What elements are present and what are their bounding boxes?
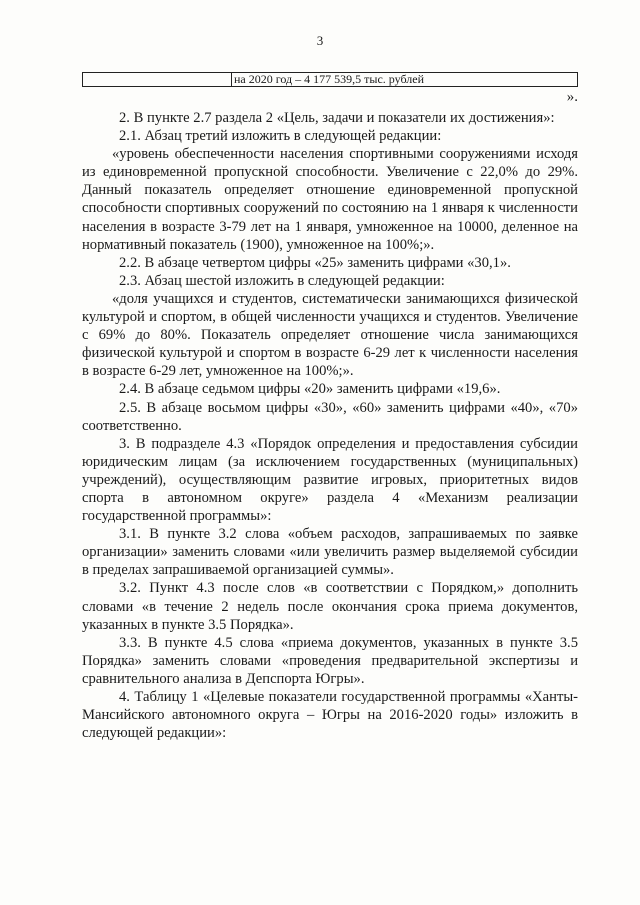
quote-paragraph-2: «доля учащихся и студентов, систематически занимающихся физической культурой и спортом, в общей численности учащихся и студентов. Увеличение с 69% до 80%. Показатель определяет отношение числа занимающихся физической культурой и спортом в возрасте 6-29 лет к численности населения в возрасте 6-29 лет, умноженное на 100%;».	[82, 290, 578, 380]
closing-quote: ».	[566, 89, 578, 105]
header-table-right-cell: на 2020 год – 4 177 539,5 тыс. рублей	[234, 73, 424, 86]
paragraph-2-2: 2.2. В абзаце четвертом цифры «25» заменить цифрами «30,1».	[119, 254, 511, 271]
header-table-left-cell	[83, 73, 232, 86]
paragraph-2-3: 2.3. Абзац шестой изложить в следующей редакции:	[119, 272, 445, 289]
paragraph-4: 4. Таблицу 1 «Целевые показатели государственной программы «Ханты-Мансийского автономного округа – Югры на 2016-2020 годы» изложить в следующей редакции»:	[82, 689, 578, 742]
paragraph-2: 2. В пункте 2.7 раздела 2 «Цель, задачи и показатели их достижения»:	[119, 110, 555, 126]
paragraph-3-1: 3.1. В пункте 3.2 слова «объем расходов, запрашиваемых по заявке организации» заменить словами «или увеличить размер выделяемой субсидии в пределах запрашиваемой организацией суммы».	[82, 526, 578, 579]
header-table-row	[82, 72, 578, 87]
paragraph-3-3: 3.3. В пункте 4.5 слова «приема документов, указанных в пункте 3.5 Порядка» заменить словами «проведения предварительной экспертизы и сравнительного анализа в Депспорта Югры».	[82, 634, 578, 687]
paragraph-2-4: 2.4. В абзаце седьмом цифры «20» заменить цифрами «19,6».	[119, 381, 501, 398]
paragraph-2-1: 2.1. Абзац третий изложить в следующей редакции:	[119, 128, 442, 145]
quote-paragraph-1: «уровень обеспеченности населения спортивными сооружениями исходя из единовременной пропускной способности. Увеличение с 22,0% до 29%. Данный показатель определяет отношение единовременной пропускной способности спортивных сооружений по состоянию на 1 января к численности населения в возрасте 3-79 лет на 1 января, умноженное на 10000, деленное на нормативный показатель (1900), умноженное на 100%;».	[82, 146, 578, 253]
document-body	[82, 109, 578, 742]
paragraph-3: 3. В подразделе 4.3 «Порядок определения и предоставления субсидии юридическим лицам (за исключением государственных (муниципальных) учреждений), осуществляющим развитие игровых, приоритетных видов спорта в автономном округе» раздела 4 «Механизм реализации государственной программы»:	[82, 435, 578, 525]
page-number: 3	[316, 33, 324, 48]
paragraph-2-5: 2.5. В абзаце восьмом цифры «30», «60» заменить цифрами «40», «70» соответственно.	[82, 399, 578, 434]
paragraph-3-2: 3.2. Пункт 4.3 после слов «в соответствии с Порядком,» дополнить словами «в течение 2 недель после окончания срока приема документов, указанных в пункте 3.5 Порядка».	[82, 580, 578, 633]
